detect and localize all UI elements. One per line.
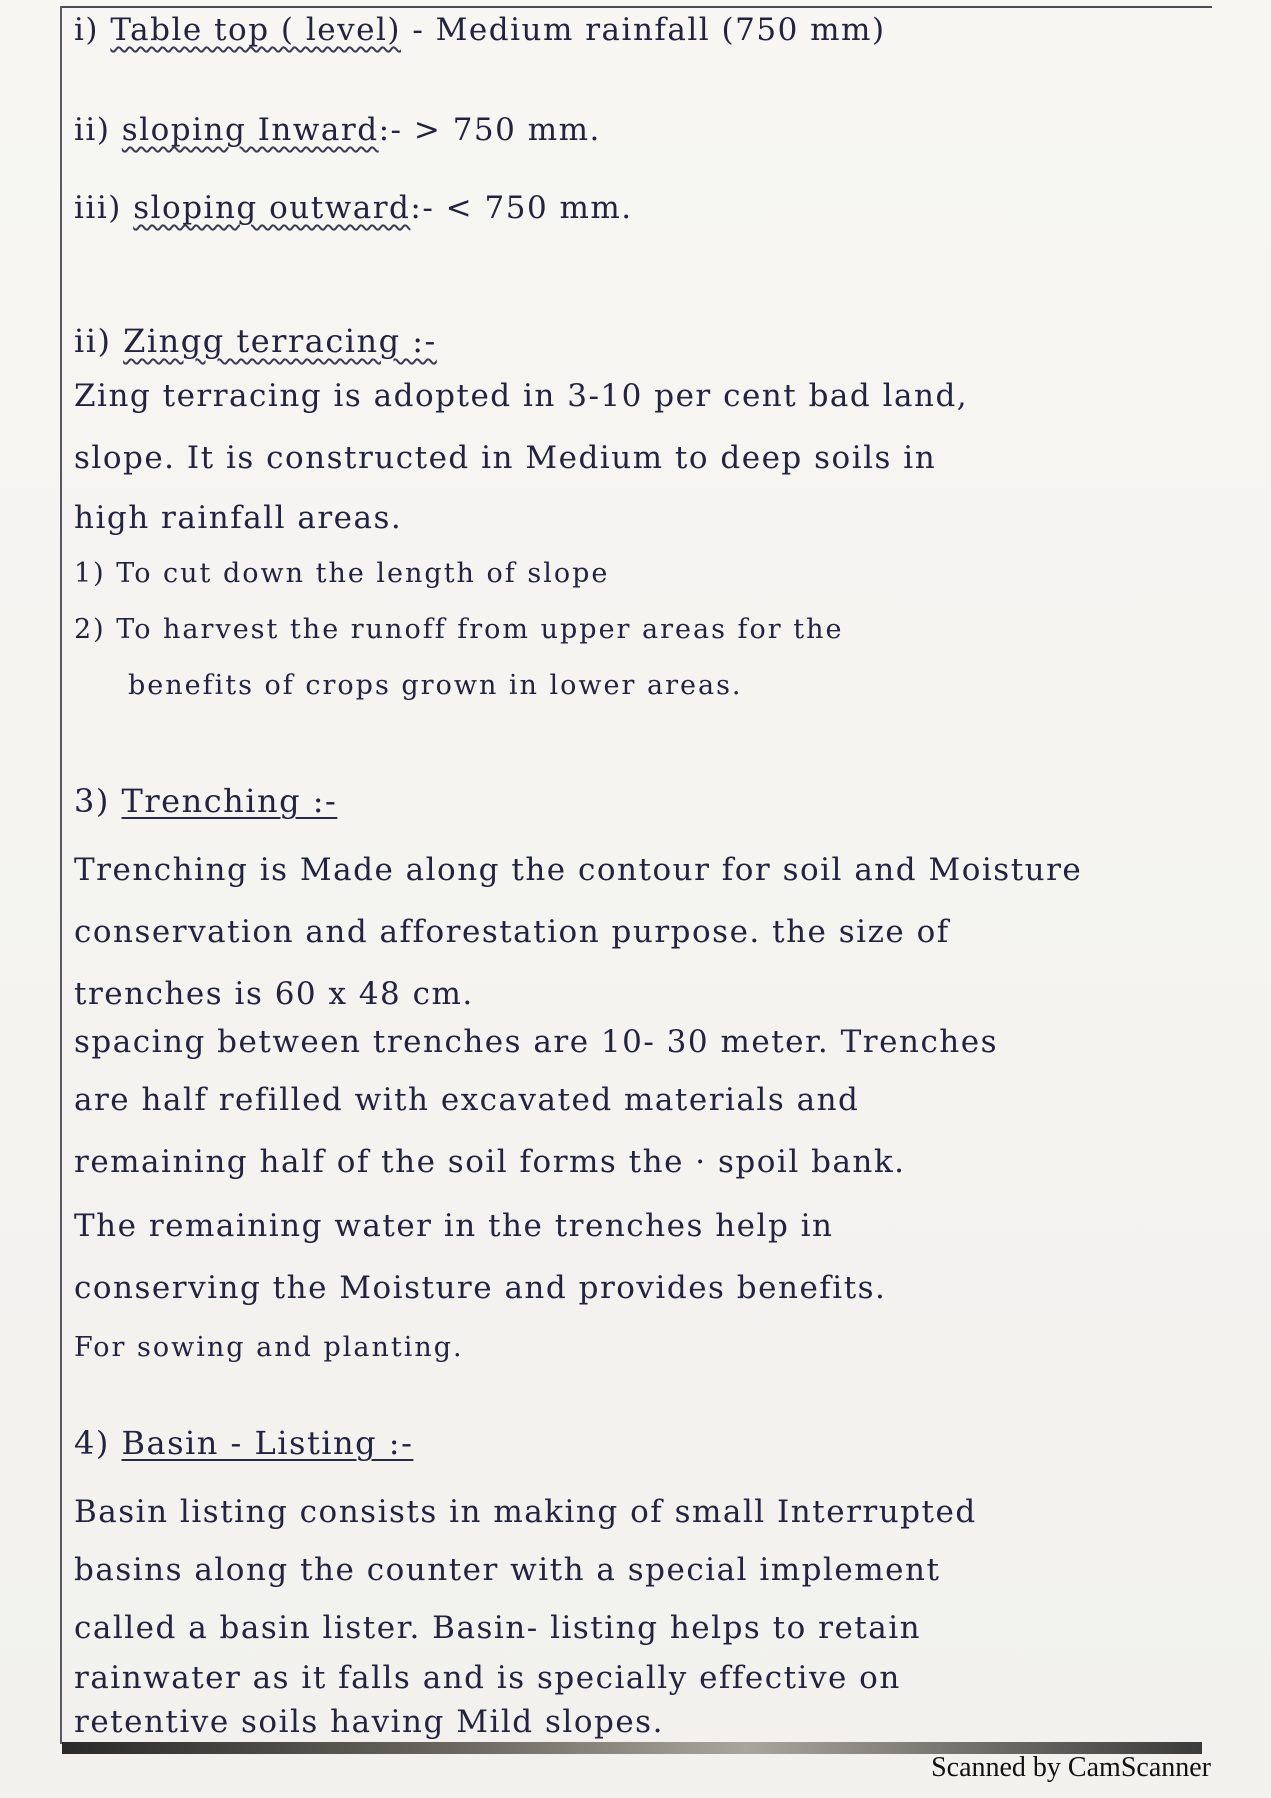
section-heading-zingg	[74, 322, 437, 360]
item-number: iii)	[74, 190, 134, 226]
terrace-type-line-1	[74, 12, 886, 48]
paragraph-line: remaining half of the soil forms the · spoil bank.	[74, 1144, 906, 1180]
item-text: - Medium rainfall (750 mm)	[400, 12, 886, 48]
paragraph-line: slope. It is constructed in Medium to deep soils in	[74, 440, 937, 476]
heading-text: Trenching :-	[121, 782, 338, 820]
item-text: :- > 750 mm.	[378, 112, 601, 148]
paragraph-line: The remaining water in the trenches help in	[74, 1208, 834, 1244]
list-item: 1) To cut down the length of slope	[74, 558, 610, 589]
heading-number: 4)	[74, 1424, 122, 1462]
terrace-type-line-3	[74, 190, 633, 226]
paragraph-line: conservation and afforestation purpose. the size of	[74, 914, 950, 950]
paragraph-line: are half refilled with excavated materials and	[74, 1082, 860, 1118]
paragraph-line: Zing terracing is adopted in 3-10 per cent bad land,	[74, 378, 969, 414]
list-item-continuation: benefits of crops grown in lower areas.	[128, 670, 743, 701]
paragraph-line: conserving the Moisture and provides benefits.	[74, 1270, 887, 1306]
item-label: sloping Inward	[121, 112, 379, 148]
terrace-type-line-2	[74, 112, 601, 148]
paragraph-line: high rainfall areas.	[74, 500, 403, 536]
paragraph-line: basins along the counter with a special implement	[74, 1552, 941, 1588]
paragraph-line: trenches is 60 x 48 cm.	[74, 976, 474, 1012]
item-label: sloping outward	[133, 190, 411, 226]
paragraph-line: Trenching is Made along the contour for soil and Moisture	[74, 852, 1083, 888]
paragraph-line: retentive soils having Mild slopes.	[74, 1704, 664, 1740]
left-margin-line	[60, 6, 62, 1744]
paragraph-line: Basin listing consists in making of small Interrupted	[74, 1494, 977, 1530]
heading-number: 3)	[74, 782, 122, 820]
item-number: i)	[74, 12, 111, 48]
heading-text: Basin - Listing :-	[121, 1424, 414, 1462]
list-item: 2) To harvest the runoff from upper areas for the	[74, 614, 844, 645]
paragraph-line: spacing between trenches are 10- 30 meter. Trenches	[74, 1024, 999, 1060]
heading-number: ii)	[74, 322, 124, 360]
item-text: :- < 750 mm.	[410, 190, 633, 226]
paragraph-line: called a basin lister. Basin- listing helps to retain	[74, 1610, 922, 1646]
item-number: ii)	[74, 112, 122, 148]
scanner-watermark: Scanned by CamScanner	[931, 1752, 1211, 1783]
heading-text: Zingg terracing :-	[123, 322, 437, 360]
item-label: Table top ( level)	[110, 12, 401, 48]
section-heading-trenching	[74, 782, 337, 820]
top-border	[62, 6, 1212, 8]
paragraph-line: rainwater as it falls and is specially effective on	[74, 1660, 901, 1696]
section-heading-basin-listing	[74, 1424, 413, 1462]
paragraph-line: For sowing and planting.	[74, 1332, 464, 1363]
